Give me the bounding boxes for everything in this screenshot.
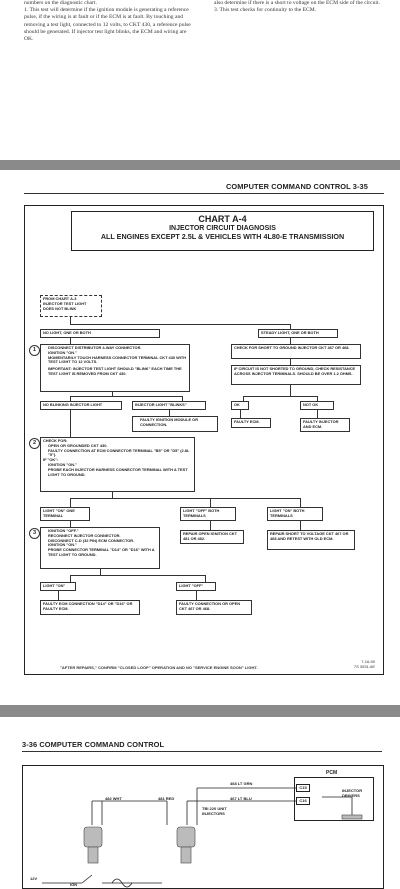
no-blink-box: NO BLINKING INJECTOR LIGHT xyxy=(40,401,122,410)
voltage-label: 12V xyxy=(30,876,38,881)
light-off-box: LIGHT "OFF" xyxy=(176,582,216,591)
faulty-connection-open-box: FAULTY CONNECTION OR OPEN CKT 467 OR 468. xyxy=(176,600,252,615)
paragraph: also determine if there is a short to voltage on the ECM side of the circuit. xyxy=(214,0,380,6)
chart-reference: 7-16-90 7S 3931-6E xyxy=(353,659,375,669)
connector-line xyxy=(317,410,318,418)
chart-title-box xyxy=(71,211,374,251)
connector-line xyxy=(300,521,301,530)
light-on-both-box: LIGHT "ON" BOTH TERMINALS xyxy=(267,507,323,521)
ignition-label: IGN xyxy=(70,882,78,887)
faulty-ecm-connection-box: FAULTY ECM CONNECTION "D14" OR "D16" OR FAULTY ECM. xyxy=(40,600,140,615)
step3-box: • IGNITION "OFF." • RECONNECT INJECTOR CONNECTOR. • DISCONNECT C-D (32 PIN) ECM CONNECTOR. • IGNITION "ON." • PROBE CONNECTOR TERMINAL "D14" OR "D16" WITH A TEST LIGHT TO GROUND. xyxy=(40,527,160,569)
text-column-right xyxy=(214,0,384,14)
connector-line xyxy=(210,521,211,530)
connector-c16: C16 xyxy=(296,797,310,805)
not-ok-box: NOT OK xyxy=(300,401,334,410)
steady-light-box: STEADY LIGHT, ONE OR BOTH xyxy=(258,329,338,338)
step-number: 3 xyxy=(29,528,40,539)
connector-line xyxy=(70,498,300,499)
connector-line xyxy=(205,575,206,582)
repair-open-box: REPAIR OPEN IGNITION CKT 481 OR 482. xyxy=(180,530,244,544)
light-on-box: LIGHT "ON" xyxy=(40,582,76,591)
step-number: 2 xyxy=(29,438,40,449)
page-separator xyxy=(0,705,400,717)
wire-467-label: 467 LT BLU xyxy=(230,796,252,801)
chart-applies: ALL ENGINES EXCEPT 2.5L & VEHICLES WITH 4L80-E TRANSMISSION xyxy=(100,232,345,241)
wire-468-label: 468 LT GRN xyxy=(230,781,253,786)
page2-header: 3-36 COMPUTER COMMAND CONTROL xyxy=(22,740,165,749)
connector-line xyxy=(70,498,71,507)
connector-line xyxy=(300,498,301,507)
connector-line xyxy=(70,410,71,437)
connector-line xyxy=(70,324,290,325)
faulty-ignition-box: • FAULTY IGNITION MODULE OR CONNECTION. xyxy=(132,416,218,432)
page-separator xyxy=(0,160,400,170)
light-off-both-box: LIGHT "OFF" BOTH TERMINALS xyxy=(180,507,236,521)
tbi-injectors-label: TBI 220 UNIT INJECTORS xyxy=(202,806,227,816)
check-resistance-box: IF CIRCUIT IS NOT SHORTED TO GROUND, CHECK RESISTANCE ACROSS INJECTOR TERMINALS. SHOULD BE OVER 1.2 OHMS. xyxy=(231,365,361,385)
check-short-box: CHECK FOR SHORT TO GROUND INJECTOR CKT 467 OR 468. xyxy=(231,344,361,359)
chart-title: CHART A-4 xyxy=(198,214,247,224)
light-on-one-box: LIGHT "ON" ONE TERMINAL xyxy=(40,507,90,521)
text-column-left xyxy=(24,0,194,43)
connector-line xyxy=(58,591,59,600)
blinks-box: INJECTOR LIGHT "BLINKS" xyxy=(132,401,206,410)
faulty-ecm-box: FAULTY ECM. xyxy=(231,418,271,428)
wire-482-label: 482 WHT xyxy=(105,796,122,801)
connector-line xyxy=(70,575,205,576)
ok-box: OK xyxy=(231,401,249,410)
wire-481-label: 481 RED xyxy=(158,796,175,801)
step2-box: CHECK FOR: • OPEN OR GROUNDED CKT 430. • FAULTY CONNECTION AT ECM CONNECTOR TERMINAL "B5" OR "D5" (2.8L "5"). IF "OK": • IGNITION "ON." • PROBE EACH INJECTOR HARNESS CONNECTOR TERMINAL WITH A TEST LIGHT TO GROUND. xyxy=(40,437,195,492)
connector-line xyxy=(240,410,241,418)
injector-drivers-label: INJECTOR DRIVERS xyxy=(342,788,363,798)
chart-footer: "AFTER REPAIRS," CONFIRM "CLOSED LOOP" OPERATION AND NO "SERVICE ENGINE SOON" LIGHT. xyxy=(60,665,258,670)
paragraph: numbers on the diagnostic chart. xyxy=(24,0,97,6)
step-number: 1 xyxy=(29,345,40,356)
connector-line xyxy=(290,385,291,396)
chart-subtitle: INJECTOR CIRCUIT DIAGNOSIS xyxy=(169,225,276,232)
step1-box: • DISCONNECT DISTRIBUTOR 4-WAY CONNECTOR. • IGNITION "ON." • MOMENTARILY TOUCH HARNESS CONNECTOR TERMINAL CKT 430 WITH TEST LIGHT TO 12 VOLTS. IMPORTANT: INJECTOR TEST LIGHT SHOULD "BLINK" EACH TIME THE TEST LIGHT IS REMOVED FROM CKT 430. xyxy=(40,344,190,392)
repair-short-box: REPAIR SHORT TO VOLTAGE CKT 467 OR 468 AND RETEST WITH OLD ECM. xyxy=(267,530,355,550)
connector-line xyxy=(210,498,211,507)
no-light-box: NO LIGHT, ONE OR BOTH xyxy=(40,329,160,338)
connector-line xyxy=(70,396,182,397)
paragraph: 1. This test will determine if the ignition module is generating a reference pulse, if the wiring is at fault or if the ECM is at fault. By touching and removing a test light, connected to 12 volts, to CKT 430, a reference pulse should be generated. If injector test light blinks, the ECM and wiring are OK. xyxy=(24,7,191,43)
paragraph: 3. This test checks for continuity to the ECM. xyxy=(214,7,317,14)
connector-line xyxy=(243,396,317,397)
connector-line xyxy=(196,591,197,600)
faulty-injector-box: FAULTY INJECTOR AND ECM. xyxy=(300,418,350,432)
header-rule xyxy=(24,193,384,194)
pcm-label: PCM xyxy=(326,770,338,776)
connector-c15: C15 xyxy=(296,784,310,792)
connector-line xyxy=(70,575,71,582)
wiring-diagram xyxy=(22,765,384,889)
from-chart-box: FROM CHART A-3 INJECTOR TEST LIGHT DOES NOT BLINK xyxy=(40,295,102,317)
header-rule xyxy=(22,751,382,752)
page-header: COMPUTER COMMAND CONTROL 3-35 xyxy=(226,182,368,191)
